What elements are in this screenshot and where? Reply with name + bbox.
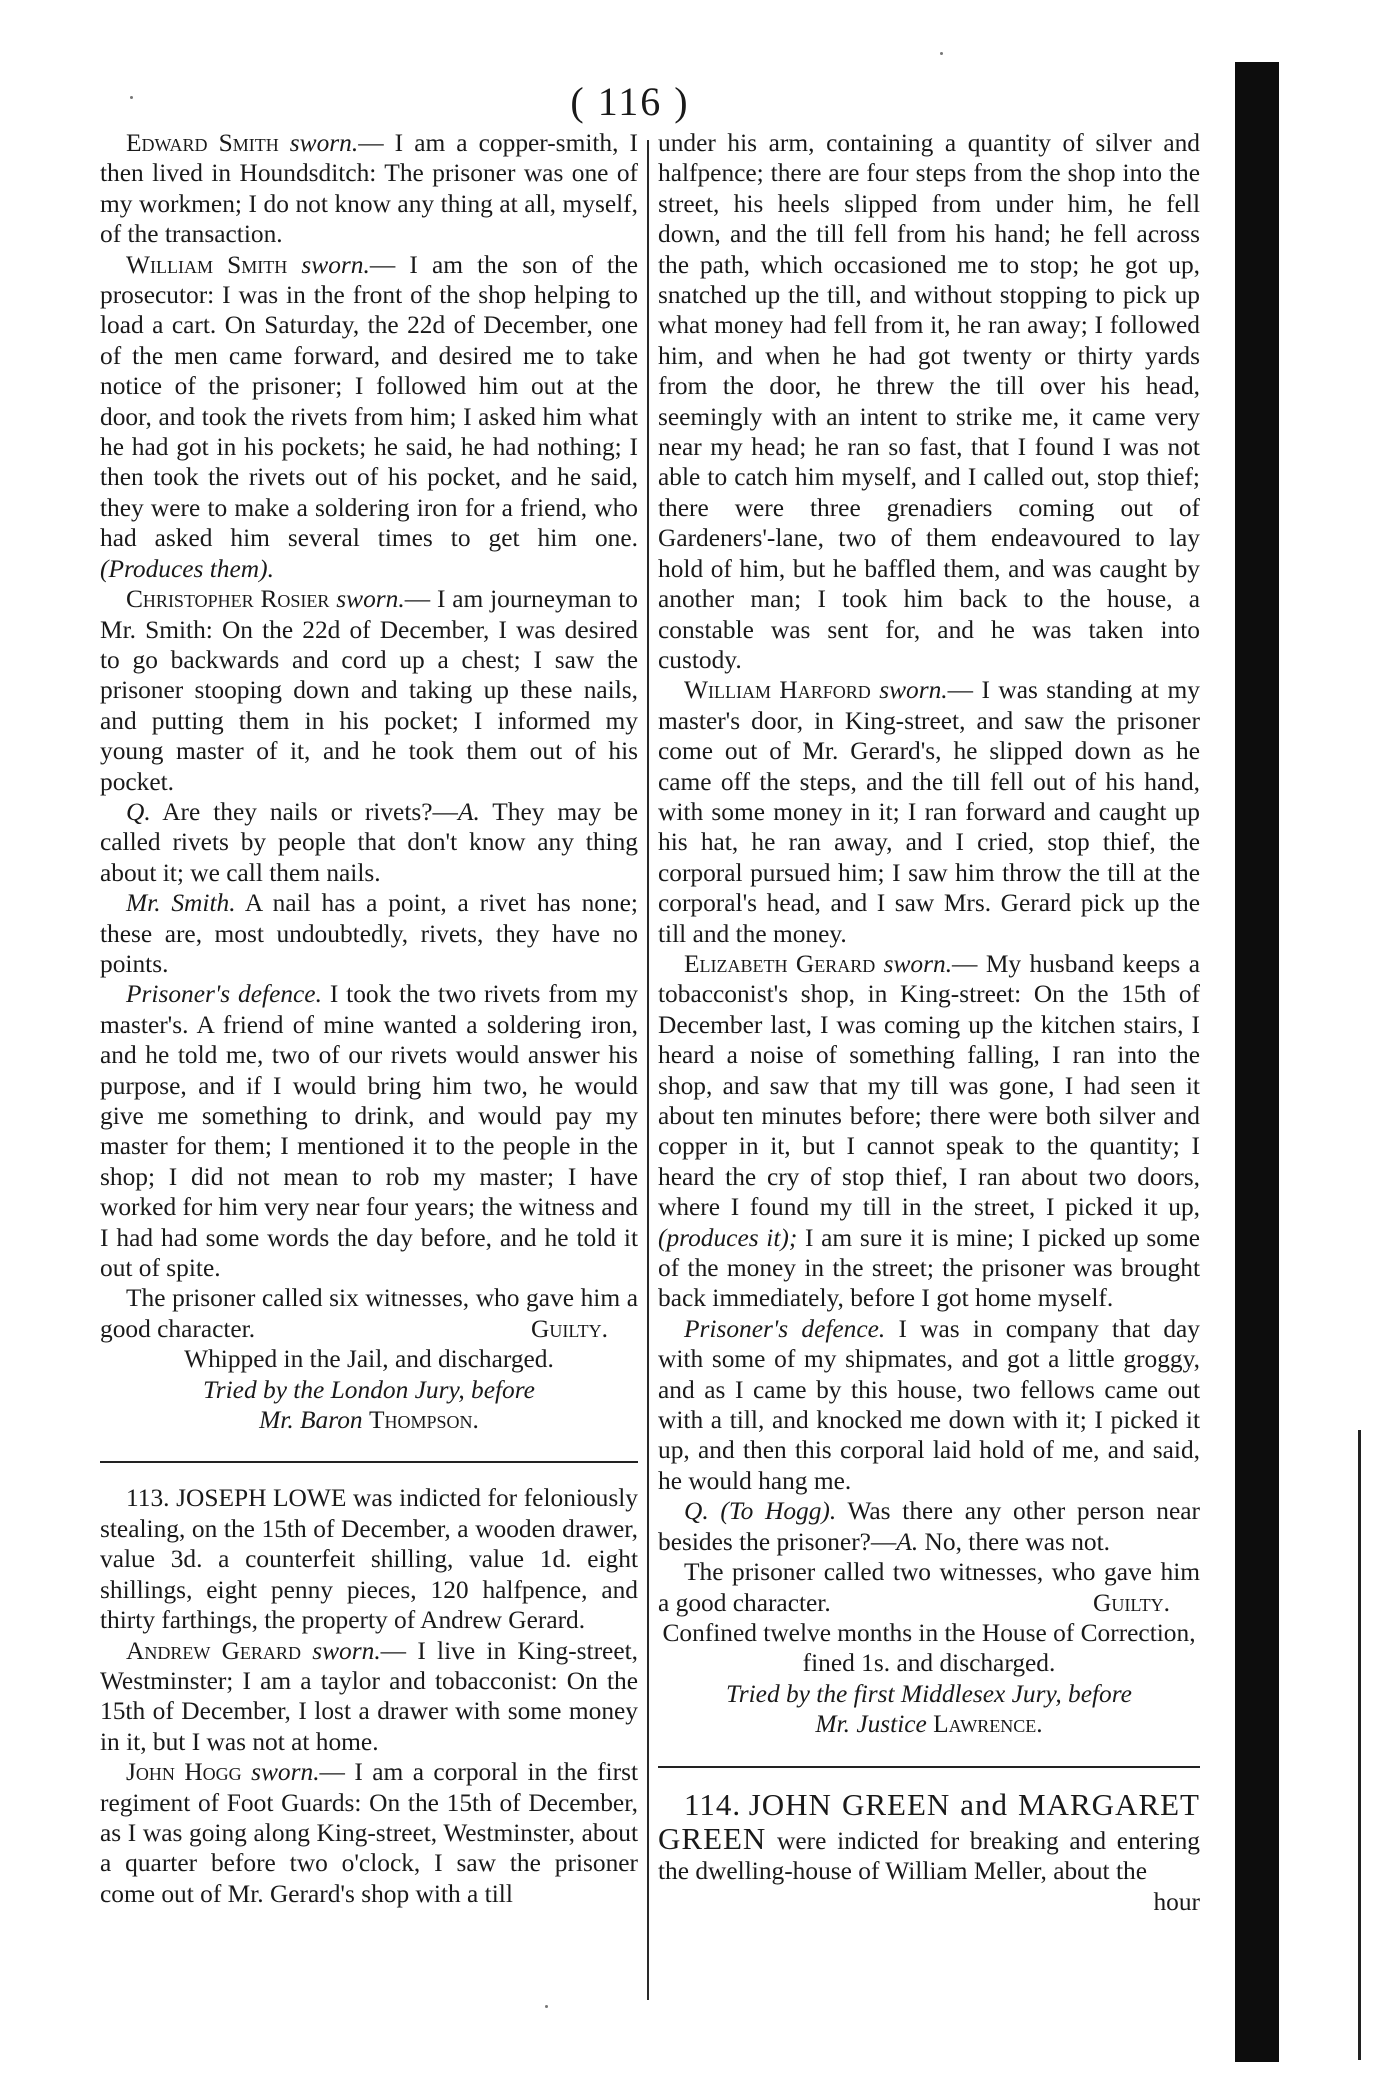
right-column bbox=[658, 128, 1200, 1917]
dash: — bbox=[369, 250, 396, 279]
testimony-text: My husband keeps a tobacconist's shop, in King-street: On the 15th of December last, I was coming up the kitchen stairs, I heard a noise of something falling, I ran into the shop, and saw that my till was gone, I had seen it about ten minutes before; there were both silver and copper in it, but I cannot speak to the quantity; I heard the cry of stop thief, I ran about two doors, where I found my till in the street, I picked it up, bbox=[658, 949, 1200, 1222]
testimony-text: I am a copper-smith, I then lived in Houndsditch: The prisoner was one of my workmen; I do not know any thing at all, myself, of the transaction. bbox=[100, 129, 638, 249]
case-name: JOSEPH LOWE bbox=[176, 1484, 347, 1513]
prisoner-defence bbox=[100, 979, 638, 1283]
sworn-label: sworn. bbox=[301, 250, 370, 279]
question-label: Q. bbox=[126, 797, 151, 826]
sworn-label: sworn. bbox=[879, 676, 948, 705]
witness-name: Christopher Rosier bbox=[126, 585, 330, 614]
sentence: Whipped in the Jail, and discharged. bbox=[184, 1345, 554, 1374]
testimony-john-hogg bbox=[100, 1757, 638, 1909]
testimony-christopher-rosier bbox=[100, 584, 638, 797]
dash: — bbox=[404, 585, 431, 614]
speck bbox=[545, 2005, 548, 2008]
catchword: hour bbox=[1153, 1887, 1200, 1916]
testimony-elizabeth-gerard bbox=[658, 949, 1200, 1314]
judge-title: Mr. Justice bbox=[815, 1710, 927, 1739]
case-indictment bbox=[100, 1483, 638, 1635]
question-answer bbox=[100, 797, 638, 888]
dash: — bbox=[952, 949, 978, 978]
testimony-william-smith bbox=[100, 250, 638, 584]
dash: — bbox=[319, 1758, 345, 1787]
judge-title: Mr. Baron bbox=[259, 1406, 363, 1435]
testimony-text: I am sure it is mine; I picked up some of the money in the street; the prisoner was brought back immediately, before I got home myself. bbox=[658, 1223, 1200, 1313]
question-text: Are they nails or rivets?— bbox=[150, 797, 458, 826]
testimony-text: I am a corporal in the first regiment of Foot Guards: On the 15th of December, as I was going along King-street, Westminster, about a quarter before two o'clock, I saw the prisoner come out of Mr. Gerard's shop with a till bbox=[100, 1758, 639, 1908]
sworn-label: sworn. bbox=[336, 585, 405, 614]
verdict: Guilty. bbox=[1092, 1588, 1170, 1617]
dash: — bbox=[947, 676, 974, 705]
page-number: ( 116 ) bbox=[570, 79, 690, 124]
testimony-text: I am the son of the prosecutor: I was in the front of the shop helping to load a cart. On Saturday, the 22d of December, one of the men came forward, and desired me to take notice of the prisoner; I followed him out at the door, and took the rivets from him; I asked him what he had got in his pockets; he said, he had nothing; I then took the rivets out of his pocket, and he said, they were to make a soldering iron for a friend, who had asked him several times to get him one. bbox=[100, 250, 638, 553]
judge-line bbox=[658, 1709, 1200, 1739]
question-addressee: (To Hogg). bbox=[708, 1497, 837, 1526]
answer-label: A. bbox=[457, 797, 480, 826]
witness-name: Andrew Gerard bbox=[126, 1636, 301, 1665]
statement-mr-smith bbox=[100, 888, 638, 979]
witnesses-verdict bbox=[658, 1557, 1200, 1618]
question-text: Was there any other person near besides the prisoner?— bbox=[658, 1497, 1200, 1556]
judge-line bbox=[100, 1405, 638, 1435]
case-text: were indicted for breaking and entering the dwelling-house of William Meller, about the bbox=[658, 1826, 1200, 1886]
case-number: 114. bbox=[684, 1786, 742, 1822]
testimony-william-harford bbox=[658, 675, 1200, 949]
left-column bbox=[100, 128, 638, 1909]
statement-text: A nail has a point, a rivet has none; these are, most undoubtedly, rivets, they have no points. bbox=[100, 889, 638, 978]
testimony-andrew-gerard bbox=[100, 1636, 638, 1758]
testimony-text: I live in King-street, Westminster; I am a taylor and tobacconist: On the 15th of December, I lost a drawer with some money in it, but I was not at home. bbox=[100, 1636, 638, 1756]
defence-text: I was in company that day with some of my shipmates, and got a little groggy, and as I came by this house, two fellows came out with a till, and knocked me down with it; I picked it up, and then this corporal laid hold of me, and said, he would hang me. bbox=[658, 1314, 1200, 1495]
sworn-label: sworn. bbox=[883, 949, 953, 978]
case-text: was indicted for feloniously stealing, on the 15th of December, a wooden drawer, value 3d. a counterfeit shilling, value 1d. eight shillings, eight penny pieces, 120 halfpence, and thirty farthings, the property of Andrew Gerard. bbox=[100, 1484, 638, 1635]
case-number: 113. bbox=[126, 1484, 170, 1513]
sentence: Confined twelve months in the House of Correction, fined 1s. and discharged. bbox=[662, 1618, 1196, 1678]
dash: — bbox=[358, 129, 384, 157]
defence-label: Prisoner's defence. bbox=[684, 1314, 886, 1343]
witnesses-verdict bbox=[100, 1283, 638, 1344]
witness-name: William Harford bbox=[684, 676, 871, 705]
verdict: Guilty. bbox=[530, 1314, 608, 1343]
page-edge-shadow bbox=[1235, 62, 1279, 2062]
sworn-label: sworn. bbox=[251, 1758, 320, 1787]
witness-name: Edward Smith bbox=[126, 129, 279, 157]
page-edge-line bbox=[1358, 1430, 1361, 2060]
produces-note: (Produces them). bbox=[100, 554, 274, 583]
prisoner-defence bbox=[658, 1314, 1200, 1496]
testimony-edward-smith bbox=[100, 128, 638, 250]
testimony-text: I am journeyman to Mr. Smith: On the 22d of December, I was desired to go backwards and cord up a chest; I saw the prisoner stooping down and taking up these nails, and putting them in his pocket; I informed my young master of it, and he took them out of his pocket. bbox=[100, 585, 638, 796]
section-rule bbox=[100, 1461, 638, 1463]
tried-by: Tried by the first Middlesex Jury, before bbox=[726, 1679, 1132, 1708]
witness-name: Elizabeth Gerard bbox=[684, 949, 876, 978]
sworn-label: sworn. bbox=[312, 1636, 381, 1665]
case-names: JOHN GREEN and MARGARET GREEN bbox=[658, 1786, 1200, 1856]
speck bbox=[940, 52, 943, 55]
answer-text: They may be called rivets by people that don't know any thing about it; we call them nails. bbox=[100, 797, 638, 887]
witnesses-text: The prisoner called two witnesses, who gave him a good character. bbox=[658, 1558, 1200, 1617]
defence-text: I took the two rivets from my master's. A friend of mine wanted a soldering iron, and he told me, two of our rivets would answer his purpose, and if I would bring him two, he would give me something to drink, and would pay my master for them; I mentioned it to the people in the shop; I did not mean to rob my master; I have worked for him very near four years; the witness and I had had some words the day before, and he told it out of spite. bbox=[100, 980, 638, 1283]
judge-name: Thompson. bbox=[368, 1406, 479, 1435]
judge-name: Lawrence. bbox=[933, 1710, 1043, 1739]
answer-label: A. bbox=[896, 1527, 919, 1556]
witnesses-text: The prisoner called six witnesses, who gave him a good character. bbox=[100, 1284, 638, 1343]
question-answer bbox=[658, 1496, 1200, 1557]
section-rule bbox=[658, 1766, 1200, 1768]
witness-name: William Smith bbox=[126, 250, 288, 279]
speck bbox=[130, 96, 133, 99]
defence-label: Prisoner's defence. bbox=[126, 980, 322, 1009]
testimony-continuation: under his arm, containing a quantity of silver and halfpence; there are four steps from the shop into the street, his heels slipped from under him, he fell down, and the till fell from his hand; he fell across the path, which occasioned me to stop; he got up, snatched up the till, and without stopping to pick up what money had fell from it, he ran away; I followed him, and when he had got twenty or thirty yards from the door, he threw the till over his head, seemingly with an intent to strike me, it came very near my head; he ran so fast, that I found I was not able to catch him myself, and I called out, stop thief; there were three grenadiers coming out of Gardeners'-lane, two of them endeavoured to lay hold of him, but he baffled them, and was caught by another man; I took him back to the house, a constable was sent for, and he was taken into custody. bbox=[658, 129, 1200, 674]
question-label: Q. bbox=[684, 1497, 709, 1526]
column-divider bbox=[647, 140, 649, 2000]
case-indictment bbox=[658, 1788, 1200, 1887]
answer-text: No, there was not. bbox=[918, 1527, 1110, 1556]
witness-name: John Hogg bbox=[126, 1758, 242, 1787]
speaker-label: Mr. Smith. bbox=[126, 889, 236, 918]
dash: — bbox=[380, 1636, 407, 1665]
sworn-label: sworn. bbox=[289, 129, 359, 157]
testimony-text: I was standing at my master's door, in King-street, and saw the prisoner come out of Mr. Gerard's, he slipped down as he came off the steps, and the till fell out of his hand, with some money in it; I ran forward and caught up his hat, he ran away, and I cried, stop thief, the corporal pursued him; I saw him throw the till at the corporal's head, and I saw Mrs. Gerard pick up the till and the money. bbox=[658, 676, 1200, 948]
tried-by: Tried by the London Jury, before bbox=[203, 1375, 535, 1404]
produces-note: (produces it); bbox=[658, 1223, 798, 1252]
